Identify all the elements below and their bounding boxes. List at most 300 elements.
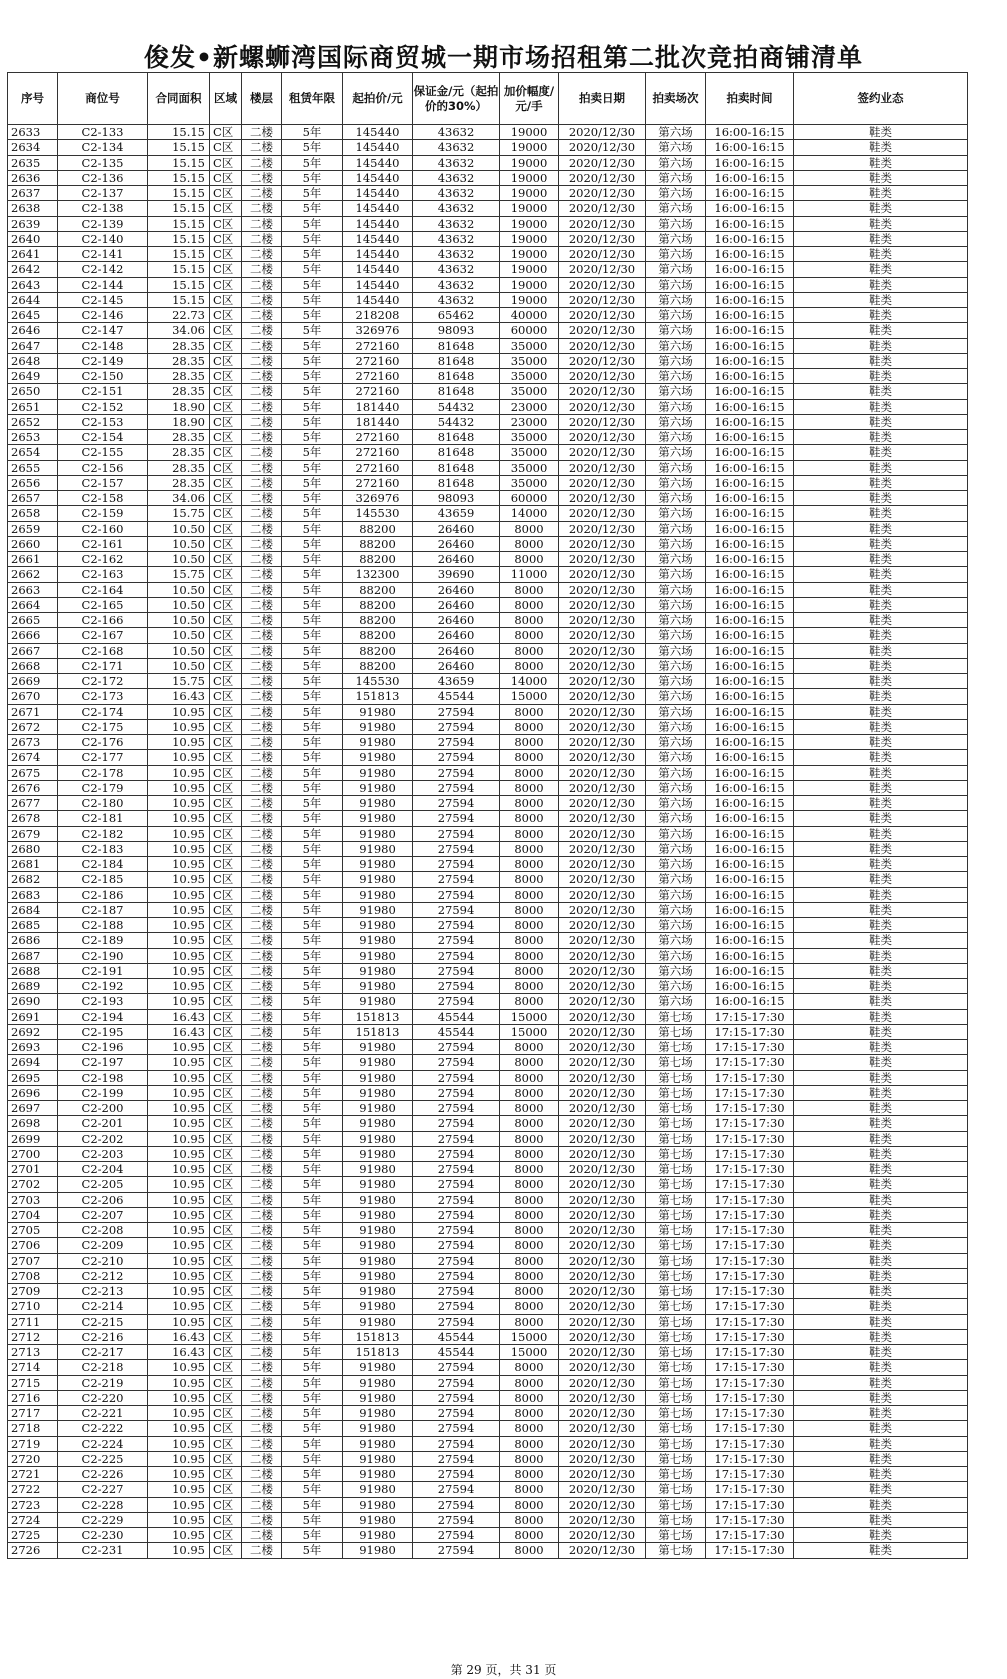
cell-zone: C区 bbox=[210, 1070, 242, 1085]
cell-business-type: 鞋类 bbox=[794, 353, 968, 368]
cell-increment: 8000 bbox=[500, 1253, 559, 1268]
cell-auction-time: 17:15-17:30 bbox=[706, 1314, 794, 1329]
cell-lease-term: 5年 bbox=[282, 536, 343, 551]
cell-deposit: 27594 bbox=[413, 933, 500, 948]
cell-increment: 8000 bbox=[500, 780, 559, 795]
table-row bbox=[8, 491, 968, 506]
cell-increment: 35000 bbox=[500, 353, 559, 368]
cell-increment: 8000 bbox=[500, 1146, 559, 1161]
cell-area: 10.95 bbox=[148, 1421, 210, 1436]
cell-auction-date: 2020/12/30 bbox=[559, 216, 646, 231]
cell-start-price: 91980 bbox=[343, 1085, 413, 1100]
cell-business-type: 鞋类 bbox=[794, 247, 968, 262]
cell-start-price: 272160 bbox=[343, 338, 413, 353]
cell-deposit: 27594 bbox=[413, 765, 500, 780]
cell-deposit: 27594 bbox=[413, 1406, 500, 1421]
cell-auction-date: 2020/12/30 bbox=[559, 323, 646, 338]
cell-shop-no: C2-187 bbox=[58, 902, 148, 917]
cell-auction-session: 第七场 bbox=[646, 1009, 706, 1024]
cell-auction-time: 16:00-16:15 bbox=[706, 521, 794, 536]
cell-increment: 8000 bbox=[500, 811, 559, 826]
table-row bbox=[8, 857, 968, 872]
cell-increment: 19000 bbox=[500, 262, 559, 277]
cell-auction-time: 17:15-17:30 bbox=[706, 1284, 794, 1299]
cell-seq: 2709 bbox=[8, 1284, 58, 1299]
cell-floor: 二楼 bbox=[242, 689, 282, 704]
cell-area: 15.15 bbox=[148, 140, 210, 155]
cell-start-price: 91980 bbox=[343, 1238, 413, 1253]
cell-floor: 二楼 bbox=[242, 1360, 282, 1375]
cell-auction-session: 第六场 bbox=[646, 872, 706, 887]
cell-floor: 二楼 bbox=[242, 1436, 282, 1451]
header-auction-session: 拍卖场次 bbox=[646, 73, 706, 125]
cell-seq: 2684 bbox=[8, 902, 58, 917]
cell-increment: 35000 bbox=[500, 369, 559, 384]
cell-auction-session: 第七场 bbox=[646, 1467, 706, 1482]
cell-area: 10.95 bbox=[148, 887, 210, 902]
cell-auction-time: 17:15-17:30 bbox=[706, 1345, 794, 1360]
cell-auction-time: 16:00-16:15 bbox=[706, 628, 794, 643]
cell-deposit: 65462 bbox=[413, 308, 500, 323]
cell-auction-date: 2020/12/30 bbox=[559, 384, 646, 399]
cell-zone: C区 bbox=[210, 658, 242, 673]
header-area: 合同面积 bbox=[148, 73, 210, 125]
cell-start-price: 91980 bbox=[343, 1512, 413, 1527]
cell-zone: C区 bbox=[210, 216, 242, 231]
cell-deposit: 43632 bbox=[413, 277, 500, 292]
cell-increment: 8000 bbox=[500, 948, 559, 963]
cell-zone: C区 bbox=[210, 1390, 242, 1405]
cell-auction-time: 16:00-16:15 bbox=[706, 262, 794, 277]
cell-zone: C区 bbox=[210, 277, 242, 292]
cell-business-type: 鞋类 bbox=[794, 1146, 968, 1161]
cell-shop-no: C2-210 bbox=[58, 1253, 148, 1268]
cell-floor: 二楼 bbox=[242, 1345, 282, 1360]
cell-area: 15.75 bbox=[148, 567, 210, 582]
cell-seq: 2673 bbox=[8, 735, 58, 750]
cell-seq: 2706 bbox=[8, 1238, 58, 1253]
cell-area: 10.95 bbox=[148, 1375, 210, 1390]
cell-deposit: 81648 bbox=[413, 384, 500, 399]
cell-start-price: 91980 bbox=[343, 933, 413, 948]
cell-zone: C区 bbox=[210, 582, 242, 597]
cell-area: 10.95 bbox=[148, 765, 210, 780]
cell-start-price: 91980 bbox=[343, 1177, 413, 1192]
cell-business-type: 鞋类 bbox=[794, 597, 968, 612]
cell-floor: 二楼 bbox=[242, 750, 282, 765]
cell-floor: 二楼 bbox=[242, 994, 282, 1009]
cell-lease-term: 5年 bbox=[282, 1207, 343, 1222]
cell-zone: C区 bbox=[210, 796, 242, 811]
cell-floor: 二楼 bbox=[242, 780, 282, 795]
cell-floor: 二楼 bbox=[242, 1497, 282, 1512]
cell-increment: 8000 bbox=[500, 841, 559, 856]
cell-zone: C区 bbox=[210, 1406, 242, 1421]
cell-seq: 2661 bbox=[8, 552, 58, 567]
cell-zone: C区 bbox=[210, 1299, 242, 1314]
cell-floor: 二楼 bbox=[242, 1192, 282, 1207]
cell-shop-no: C2-168 bbox=[58, 643, 148, 658]
cell-auction-date: 2020/12/30 bbox=[559, 521, 646, 536]
table-row bbox=[8, 918, 968, 933]
cell-business-type: 鞋类 bbox=[794, 1070, 968, 1085]
cell-auction-date: 2020/12/30 bbox=[559, 1314, 646, 1329]
cell-start-price: 145530 bbox=[343, 674, 413, 689]
cell-shop-no: C2-160 bbox=[58, 521, 148, 536]
cell-auction-session: 第六场 bbox=[646, 567, 706, 582]
cell-auction-time: 16:00-16:15 bbox=[706, 460, 794, 475]
cell-area: 28.35 bbox=[148, 430, 210, 445]
cell-auction-date: 2020/12/30 bbox=[559, 1268, 646, 1283]
table-row bbox=[8, 521, 968, 536]
cell-area: 10.95 bbox=[148, 1253, 210, 1268]
table-row bbox=[8, 1421, 968, 1436]
cell-shop-no: C2-144 bbox=[58, 277, 148, 292]
cell-lease-term: 5年 bbox=[282, 1146, 343, 1161]
cell-auction-time: 16:00-16:15 bbox=[706, 475, 794, 490]
cell-lease-term: 5年 bbox=[282, 216, 343, 231]
cell-auction-date: 2020/12/30 bbox=[559, 963, 646, 978]
cell-shop-no: C2-142 bbox=[58, 262, 148, 277]
cell-auction-time: 16:00-16:15 bbox=[706, 979, 794, 994]
cell-seq: 2648 bbox=[8, 353, 58, 368]
cell-area: 10.95 bbox=[148, 826, 210, 841]
cell-increment: 8000 bbox=[500, 918, 559, 933]
cell-seq: 2726 bbox=[8, 1543, 58, 1558]
cell-auction-session: 第六场 bbox=[646, 902, 706, 917]
cell-area: 15.15 bbox=[148, 170, 210, 185]
cell-auction-session: 第六场 bbox=[646, 460, 706, 475]
cell-business-type: 鞋类 bbox=[794, 201, 968, 216]
cell-auction-session: 第七场 bbox=[646, 1329, 706, 1344]
cell-business-type: 鞋类 bbox=[794, 811, 968, 826]
cell-shop-no: C2-221 bbox=[58, 1406, 148, 1421]
cell-start-price: 145440 bbox=[343, 292, 413, 307]
cell-auction-time: 16:00-16:15 bbox=[706, 674, 794, 689]
cell-increment: 8000 bbox=[500, 735, 559, 750]
cell-zone: C区 bbox=[210, 140, 242, 155]
cell-start-price: 91980 bbox=[343, 750, 413, 765]
cell-business-type: 鞋类 bbox=[794, 1329, 968, 1344]
cell-seq: 2638 bbox=[8, 201, 58, 216]
cell-area: 15.15 bbox=[148, 125, 210, 140]
cell-zone: C区 bbox=[210, 308, 242, 323]
cell-floor: 二楼 bbox=[242, 186, 282, 201]
cell-area: 10.95 bbox=[148, 841, 210, 856]
cell-lease-term: 5年 bbox=[282, 948, 343, 963]
cell-seq: 2655 bbox=[8, 460, 58, 475]
cell-business-type: 鞋类 bbox=[794, 506, 968, 521]
cell-lease-term: 5年 bbox=[282, 658, 343, 673]
cell-auction-date: 2020/12/30 bbox=[559, 1177, 646, 1192]
cell-auction-session: 第六场 bbox=[646, 491, 706, 506]
cell-increment: 15000 bbox=[500, 1329, 559, 1344]
cell-area: 10.95 bbox=[148, 1284, 210, 1299]
cell-seq: 2713 bbox=[8, 1345, 58, 1360]
cell-area: 10.95 bbox=[148, 1360, 210, 1375]
cell-auction-session: 第七场 bbox=[646, 1162, 706, 1177]
cell-increment: 8000 bbox=[500, 979, 559, 994]
table-row bbox=[8, 963, 968, 978]
cell-auction-session: 第六场 bbox=[646, 231, 706, 246]
cell-start-price: 181440 bbox=[343, 399, 413, 414]
cell-auction-session: 第六场 bbox=[646, 369, 706, 384]
table-row bbox=[8, 1543, 968, 1558]
cell-zone: C区 bbox=[210, 1421, 242, 1436]
cell-business-type: 鞋类 bbox=[794, 1543, 968, 1558]
cell-auction-date: 2020/12/30 bbox=[559, 735, 646, 750]
cell-start-price: 88200 bbox=[343, 552, 413, 567]
cell-area: 10.50 bbox=[148, 552, 210, 567]
cell-auction-time: 17:15-17:30 bbox=[706, 1497, 794, 1512]
cell-start-price: 151813 bbox=[343, 1329, 413, 1344]
cell-business-type: 鞋类 bbox=[794, 1177, 968, 1192]
cell-start-price: 151813 bbox=[343, 1024, 413, 1039]
cell-shop-no: C2-193 bbox=[58, 994, 148, 1009]
cell-deposit: 98093 bbox=[413, 323, 500, 338]
cell-lease-term: 5年 bbox=[282, 902, 343, 917]
cell-start-price: 91980 bbox=[343, 1207, 413, 1222]
cell-seq: 2680 bbox=[8, 841, 58, 856]
cell-zone: C区 bbox=[210, 963, 242, 978]
table-row bbox=[8, 186, 968, 201]
cell-shop-no: C2-176 bbox=[58, 735, 148, 750]
cell-auction-date: 2020/12/30 bbox=[559, 460, 646, 475]
cell-deposit: 27594 bbox=[413, 979, 500, 994]
cell-zone: C区 bbox=[210, 857, 242, 872]
cell-business-type: 鞋类 bbox=[794, 536, 968, 551]
cell-lease-term: 5年 bbox=[282, 292, 343, 307]
cell-zone: C区 bbox=[210, 536, 242, 551]
cell-increment: 8000 bbox=[500, 1177, 559, 1192]
cell-increment: 8000 bbox=[500, 1070, 559, 1085]
cell-floor: 二楼 bbox=[242, 430, 282, 445]
cell-start-price: 91980 bbox=[343, 1497, 413, 1512]
cell-area: 10.95 bbox=[148, 780, 210, 795]
cell-deposit: 43632 bbox=[413, 216, 500, 231]
cell-shop-no: C2-145 bbox=[58, 292, 148, 307]
cell-deposit: 27594 bbox=[413, 1101, 500, 1116]
cell-auction-date: 2020/12/30 bbox=[559, 292, 646, 307]
cell-lease-term: 5年 bbox=[282, 780, 343, 795]
cell-business-type: 鞋类 bbox=[794, 338, 968, 353]
cell-increment: 8000 bbox=[500, 1375, 559, 1390]
cell-deposit: 27594 bbox=[413, 841, 500, 856]
cell-seq: 2683 bbox=[8, 887, 58, 902]
cell-business-type: 鞋类 bbox=[794, 186, 968, 201]
cell-increment: 15000 bbox=[500, 1024, 559, 1039]
cell-business-type: 鞋类 bbox=[794, 384, 968, 399]
cell-auction-date: 2020/12/30 bbox=[559, 369, 646, 384]
cell-floor: 二楼 bbox=[242, 506, 282, 521]
cell-auction-time: 17:15-17:30 bbox=[706, 1055, 794, 1070]
cell-auction-time: 16:00-16:15 bbox=[706, 155, 794, 170]
cell-auction-date: 2020/12/30 bbox=[559, 1284, 646, 1299]
cell-floor: 二楼 bbox=[242, 201, 282, 216]
cell-area: 10.95 bbox=[148, 1146, 210, 1161]
cell-area: 10.95 bbox=[148, 1528, 210, 1543]
cell-start-price: 91980 bbox=[343, 704, 413, 719]
cell-business-type: 鞋类 bbox=[794, 1436, 968, 1451]
cell-business-type: 鞋类 bbox=[794, 292, 968, 307]
cell-shop-no: C2-173 bbox=[58, 689, 148, 704]
cell-auction-time: 16:00-16:15 bbox=[706, 689, 794, 704]
cell-auction-date: 2020/12/30 bbox=[559, 262, 646, 277]
cell-start-price: 91980 bbox=[343, 719, 413, 734]
cell-auction-time: 16:00-16:15 bbox=[706, 750, 794, 765]
cell-seq: 2646 bbox=[8, 323, 58, 338]
cell-auction-time: 16:00-16:15 bbox=[706, 796, 794, 811]
table-row bbox=[8, 1360, 968, 1375]
cell-shop-no: C2-138 bbox=[58, 201, 148, 216]
cell-auction-date: 2020/12/30 bbox=[559, 597, 646, 612]
cell-shop-no: C2-224 bbox=[58, 1436, 148, 1451]
cell-increment: 8000 bbox=[500, 1497, 559, 1512]
cell-business-type: 鞋类 bbox=[794, 582, 968, 597]
cell-auction-date: 2020/12/30 bbox=[559, 1512, 646, 1527]
cell-lease-term: 5年 bbox=[282, 1040, 343, 1055]
header-zone: 区域 bbox=[210, 73, 242, 125]
cell-area: 10.95 bbox=[148, 1040, 210, 1055]
cell-zone: C区 bbox=[210, 1177, 242, 1192]
cell-auction-session: 第七场 bbox=[646, 1146, 706, 1161]
cell-auction-date: 2020/12/30 bbox=[559, 674, 646, 689]
cell-seq: 2689 bbox=[8, 979, 58, 994]
cell-increment: 8000 bbox=[500, 628, 559, 643]
cell-start-price: 145440 bbox=[343, 247, 413, 262]
cell-auction-date: 2020/12/30 bbox=[559, 399, 646, 414]
cell-zone: C区 bbox=[210, 979, 242, 994]
cell-increment: 8000 bbox=[500, 765, 559, 780]
cell-auction-date: 2020/12/30 bbox=[559, 1116, 646, 1131]
cell-seq: 2696 bbox=[8, 1085, 58, 1100]
cell-area: 10.95 bbox=[148, 933, 210, 948]
cell-floor: 二楼 bbox=[242, 170, 282, 185]
cell-start-price: 91980 bbox=[343, 1375, 413, 1390]
cell-lease-term: 5年 bbox=[282, 231, 343, 246]
cell-area: 16.43 bbox=[148, 1329, 210, 1344]
shop-list-table bbox=[7, 72, 968, 1559]
cell-start-price: 91980 bbox=[343, 1314, 413, 1329]
cell-increment: 8000 bbox=[500, 1390, 559, 1405]
table-row bbox=[8, 1375, 968, 1390]
cell-business-type: 鞋类 bbox=[794, 1390, 968, 1405]
cell-shop-no: C2-155 bbox=[58, 445, 148, 460]
cell-increment: 8000 bbox=[500, 719, 559, 734]
cell-seq: 2670 bbox=[8, 689, 58, 704]
cell-start-price: 272160 bbox=[343, 369, 413, 384]
cell-start-price: 91980 bbox=[343, 1146, 413, 1161]
cell-start-price: 91980 bbox=[343, 918, 413, 933]
cell-area: 10.95 bbox=[148, 918, 210, 933]
cell-deposit: 43632 bbox=[413, 186, 500, 201]
cell-floor: 二楼 bbox=[242, 1024, 282, 1039]
cell-deposit: 27594 bbox=[413, 1528, 500, 1543]
cell-auction-date: 2020/12/30 bbox=[559, 1040, 646, 1055]
cell-floor: 二楼 bbox=[242, 262, 282, 277]
cell-lease-term: 5年 bbox=[282, 552, 343, 567]
cell-auction-session: 第六场 bbox=[646, 674, 706, 689]
table-row bbox=[8, 811, 968, 826]
cell-floor: 二楼 bbox=[242, 1162, 282, 1177]
cell-area: 15.15 bbox=[148, 247, 210, 262]
cell-business-type: 鞋类 bbox=[794, 414, 968, 429]
cell-auction-date: 2020/12/30 bbox=[559, 689, 646, 704]
cell-zone: C区 bbox=[210, 643, 242, 658]
table-row bbox=[8, 1040, 968, 1055]
cell-floor: 二楼 bbox=[242, 1421, 282, 1436]
cell-seq: 2652 bbox=[8, 414, 58, 429]
cell-auction-session: 第七场 bbox=[646, 1512, 706, 1527]
cell-increment: 8000 bbox=[500, 1467, 559, 1482]
cell-lease-term: 5年 bbox=[282, 613, 343, 628]
cell-floor: 二楼 bbox=[242, 872, 282, 887]
cell-business-type: 鞋类 bbox=[794, 918, 968, 933]
cell-zone: C区 bbox=[210, 430, 242, 445]
cell-auction-date: 2020/12/30 bbox=[559, 1146, 646, 1161]
cell-auction-date: 2020/12/30 bbox=[559, 430, 646, 445]
cell-deposit: 81648 bbox=[413, 353, 500, 368]
cell-seq: 2663 bbox=[8, 582, 58, 597]
table-row bbox=[8, 613, 968, 628]
table-row bbox=[8, 1162, 968, 1177]
cell-start-price: 91980 bbox=[343, 1116, 413, 1131]
cell-floor: 二楼 bbox=[242, 1070, 282, 1085]
cell-lease-term: 5年 bbox=[282, 1101, 343, 1116]
cell-area: 10.50 bbox=[148, 628, 210, 643]
cell-start-price: 181440 bbox=[343, 414, 413, 429]
cell-auction-time: 16:00-16:15 bbox=[706, 536, 794, 551]
cell-lease-term: 5年 bbox=[282, 567, 343, 582]
cell-floor: 二楼 bbox=[242, 567, 282, 582]
table-row bbox=[8, 536, 968, 551]
cell-start-price: 91980 bbox=[343, 1253, 413, 1268]
cell-auction-time: 17:15-17:30 bbox=[706, 1040, 794, 1055]
cell-seq: 2682 bbox=[8, 872, 58, 887]
cell-lease-term: 5年 bbox=[282, 1131, 343, 1146]
cell-lease-term: 5年 bbox=[282, 369, 343, 384]
cell-deposit: 27594 bbox=[413, 902, 500, 917]
table-row bbox=[8, 1085, 968, 1100]
cell-shop-no: C2-162 bbox=[58, 552, 148, 567]
cell-floor: 二楼 bbox=[242, 719, 282, 734]
cell-zone: C区 bbox=[210, 704, 242, 719]
cell-auction-session: 第六场 bbox=[646, 201, 706, 216]
cell-deposit: 27594 bbox=[413, 735, 500, 750]
cell-zone: C区 bbox=[210, 811, 242, 826]
cell-shop-no: C2-196 bbox=[58, 1040, 148, 1055]
cell-auction-time: 17:15-17:30 bbox=[706, 1116, 794, 1131]
cell-start-price: 91980 bbox=[343, 963, 413, 978]
cell-auction-date: 2020/12/30 bbox=[559, 1085, 646, 1100]
cell-deposit: 43632 bbox=[413, 231, 500, 246]
header-auction-time: 拍卖时间 bbox=[706, 73, 794, 125]
cell-floor: 二楼 bbox=[242, 399, 282, 414]
cell-business-type: 鞋类 bbox=[794, 872, 968, 887]
cell-deposit: 26460 bbox=[413, 552, 500, 567]
cell-start-price: 145440 bbox=[343, 186, 413, 201]
table-row bbox=[8, 1314, 968, 1329]
cell-shop-no: C2-181 bbox=[58, 811, 148, 826]
cell-deposit: 27594 bbox=[413, 1177, 500, 1192]
cell-business-type: 鞋类 bbox=[794, 1375, 968, 1390]
cell-deposit: 54432 bbox=[413, 399, 500, 414]
cell-auction-time: 17:15-17:30 bbox=[706, 1162, 794, 1177]
cell-increment: 35000 bbox=[500, 384, 559, 399]
cell-deposit: 98093 bbox=[413, 491, 500, 506]
cell-business-type: 鞋类 bbox=[794, 887, 968, 902]
cell-zone: C区 bbox=[210, 1497, 242, 1512]
